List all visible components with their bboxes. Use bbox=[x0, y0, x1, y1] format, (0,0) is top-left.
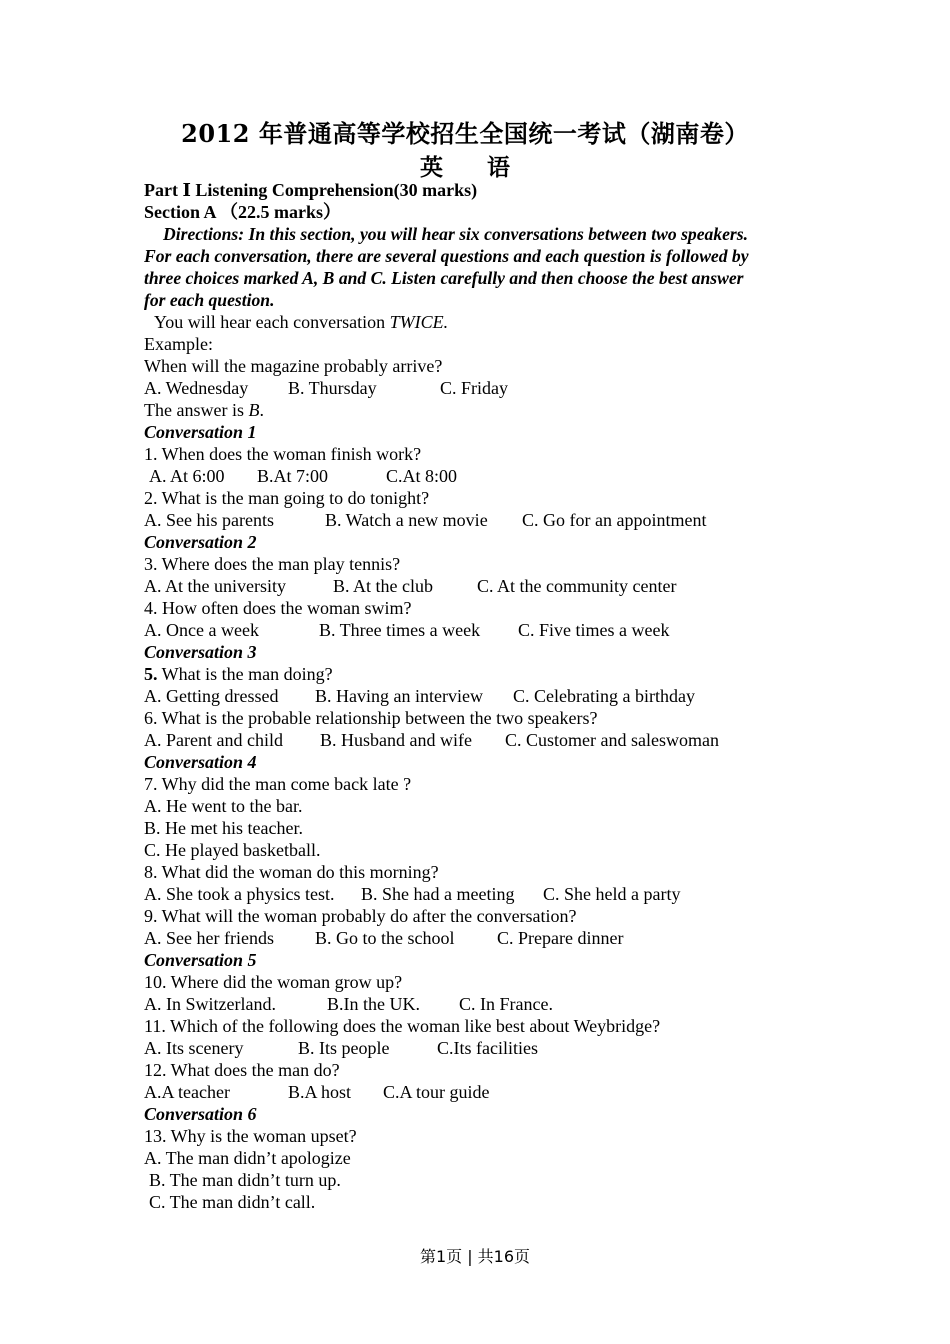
options-row bbox=[144, 729, 814, 751]
option-b: B. Husband and wife bbox=[320, 730, 472, 750]
option-c: C. In France. bbox=[459, 994, 553, 1014]
example-options bbox=[144, 377, 814, 399]
option-a: A. The man didn’t apologize bbox=[144, 1148, 351, 1168]
section-heading: Section A （22.5 marks） bbox=[144, 202, 342, 222]
option-c: C.At 8:00 bbox=[386, 466, 458, 486]
question-text: What is the man doing? bbox=[157, 664, 333, 684]
option-c: C. She held a party bbox=[543, 884, 681, 904]
option-a: A. In Switzerland. bbox=[144, 994, 276, 1014]
options-row bbox=[144, 575, 814, 597]
directions-line: for each question. bbox=[144, 290, 275, 310]
options-row bbox=[144, 465, 814, 487]
option-c: C. At the community center bbox=[477, 576, 677, 596]
option-b: B.A host bbox=[288, 1082, 352, 1102]
option-b: B. She had a meeting bbox=[361, 884, 515, 904]
conversation-heading: Conversation 6 bbox=[144, 1104, 257, 1124]
question bbox=[144, 663, 814, 685]
option-a: A. He went to the bar. bbox=[144, 796, 303, 816]
conversation-heading: Conversation 4 bbox=[144, 752, 257, 772]
option-a: A. Getting dressed bbox=[144, 686, 279, 706]
question: 1. When does the woman finish work? bbox=[144, 444, 422, 464]
question: 8. What did the woman do this morning? bbox=[144, 862, 439, 882]
exam-subject bbox=[0, 149, 930, 182]
example-question: When will the magazine probably arrive? bbox=[144, 356, 443, 376]
option-a: A. At the university bbox=[144, 576, 286, 596]
option-b: B. Go to the school bbox=[315, 928, 455, 948]
conversation-heading: Conversation 3 bbox=[144, 642, 257, 662]
question: 4. How often does the woman swim? bbox=[144, 598, 412, 618]
intro-text: You will hear each conversation bbox=[154, 312, 390, 332]
question: 6. What is the probable relationship between the two speakers? bbox=[144, 708, 598, 728]
answer-letter: B bbox=[248, 400, 260, 420]
subject-char-2: 语 bbox=[487, 154, 510, 181]
conversation-heading: Conversation 1 bbox=[144, 422, 257, 442]
option-c: C. He played basketball. bbox=[144, 840, 321, 860]
options-row bbox=[144, 509, 814, 531]
question-number: 5. bbox=[144, 664, 158, 684]
option-a: A. See her friends bbox=[144, 928, 274, 948]
option-c: C. Five times a week bbox=[518, 620, 670, 640]
option-c: C. The man didn’t call. bbox=[149, 1192, 316, 1212]
options-row bbox=[144, 927, 814, 949]
options-row bbox=[144, 685, 814, 707]
options-row bbox=[144, 619, 814, 641]
option-a: A. Once a week bbox=[144, 620, 259, 640]
options-row bbox=[144, 993, 814, 1015]
example-answer bbox=[144, 399, 814, 421]
options-row bbox=[144, 883, 814, 905]
directions-line: Directions: In this section, you will hear six conversations between two speakers. bbox=[163, 224, 749, 244]
question: 2. What is the man going to do tonight? bbox=[144, 488, 430, 508]
exam-content bbox=[144, 179, 814, 1213]
conversation-heading: Conversation 5 bbox=[144, 950, 257, 970]
option-a: A. She took a physics test. bbox=[144, 884, 335, 904]
option-b: B. Having an interview bbox=[315, 686, 483, 706]
option-c: C. Prepare dinner bbox=[497, 928, 624, 948]
question: 9. What will the woman probably do after the conversation? bbox=[144, 906, 577, 926]
option-b: B. Watch a new movie bbox=[325, 510, 488, 530]
example-option-a: A. Wednesday bbox=[144, 378, 249, 398]
option-a: A. Parent and child bbox=[144, 730, 283, 750]
question: 10. Where did the woman grow up? bbox=[144, 972, 403, 992]
intro-emphasis: TWICE. bbox=[389, 312, 449, 332]
option-b: B.At 7:00 bbox=[257, 466, 329, 486]
option-b: B. The man didn’t turn up. bbox=[149, 1170, 341, 1190]
directions-line: For each conversation, there are several questions and each question is followed by bbox=[144, 246, 749, 266]
intro-line bbox=[144, 311, 814, 333]
option-c: C. Customer and saleswoman bbox=[505, 730, 719, 750]
option-c: C. Go for an appointment bbox=[522, 510, 707, 530]
answer-prefix: The answer is bbox=[144, 400, 249, 420]
option-b: B. Its people bbox=[298, 1038, 390, 1058]
example-option-c: C. Friday bbox=[440, 378, 509, 398]
page-footer: 第1页 | 共16页 bbox=[419, 1247, 531, 1266]
option-a: A. Its scenery bbox=[144, 1038, 244, 1058]
question: 7. Why did the man come back late ? bbox=[144, 774, 412, 794]
option-b: B. He met his teacher. bbox=[144, 818, 303, 838]
option-a: A.A teacher bbox=[144, 1082, 230, 1102]
option-b: B. At the club bbox=[333, 576, 433, 596]
example-label: Example: bbox=[144, 334, 213, 354]
question: 13. Why is the woman upset? bbox=[144, 1126, 357, 1146]
option-c: C.Its facilities bbox=[437, 1038, 538, 1058]
example-option-b: B. Thursday bbox=[288, 378, 377, 398]
question: 11. Which of the following does the woman like best about Weybridge? bbox=[144, 1016, 661, 1036]
question: 12. What does the man do? bbox=[144, 1060, 340, 1080]
part-heading: Part Ⅰ Listening Comprehension(30 marks) bbox=[144, 180, 478, 200]
option-b: B.In the UK. bbox=[327, 994, 420, 1014]
exam-title: 2012 年普通高等学校招生全国统一考试（湖南卷） bbox=[181, 119, 749, 148]
question: 3. Where does the man play tennis? bbox=[144, 554, 401, 574]
directions-line: three choices marked A, B and C. Listen carefully and then choose the best answer bbox=[144, 268, 744, 288]
options-row bbox=[144, 1037, 814, 1059]
subject-char-1: 英 bbox=[420, 154, 443, 181]
option-c: C. Celebrating a birthday bbox=[513, 686, 695, 706]
option-a: A. See his parents bbox=[144, 510, 274, 530]
options-row bbox=[144, 1081, 814, 1103]
option-b: B. Three times a week bbox=[319, 620, 481, 640]
conversation-heading: Conversation 2 bbox=[144, 532, 257, 552]
option-c: C.A tour guide bbox=[383, 1082, 490, 1102]
answer-suffix: . bbox=[259, 400, 264, 420]
option-a: A. At 6:00 bbox=[149, 466, 225, 486]
